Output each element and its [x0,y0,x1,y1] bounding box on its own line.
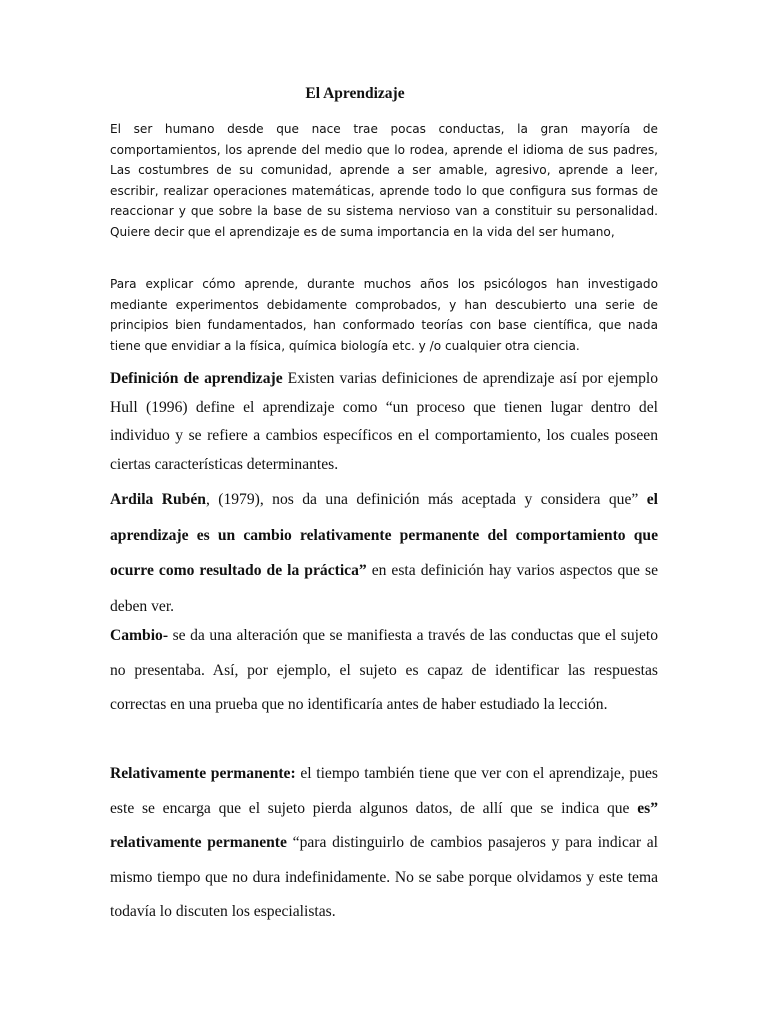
relativamente-heading: Relativamente permanente: [110,765,296,782]
ardila-quote: el aprendizaje es un cambio relativamente permanente del comportamiento que ocurre como resultado de la práctica” [110,491,658,579]
relativamente-bold: es” relativamente permanente [110,799,658,851]
paragraph-definition [110,365,658,479]
paragraph-cambio [110,619,658,723]
paragraph-ardila [110,482,658,624]
relativamente-text-end: “para distinguirlo de cambios pasajeros y para indicar al mismo tiempo que no dura indefinidamente. No se sabe porque olvidamos y este tema todavía lo discuten los especialistas. [110,834,658,920]
definition-text: Existen varias definiciones de aprendizaje así por ejemplo Hull (1996) define el aprendizaje como “un proceso que tienen lugar dentro del individuo y se refiere a cambios específicos en el comportamiento, los cuales poseen ciertas características determinantes. [110,370,658,473]
paragraph-psychologists: Para explicar cómo aprende, durante muchos años los psicólogos han investigado mediante experimentos debidamente comprobados, y han descubierto una serie de principios bien fundamentados, han conformado teorías con base científica, que nada tiene que envidiar a la física, química biología etc. y /o cualquier otra ciencia. [110,277,658,353]
paragraph-relativamente [110,757,658,930]
cambio-heading: Cambio- [110,627,169,644]
ardila-text: , (1979), nos da una definición más aceptada y considera que” [205,491,647,508]
author-name: Ardila Rubén [110,491,206,508]
paragraph-intro: El ser humano desde que nace trae pocas conductas, la gran mayoría de comportamientos, los aprende del medio que lo rodea, aprende el idioma de sus padres, Las costumbres de su comunidad, aprende a ser amable, agresivo, aprende a leer, escribir, realizar operaciones matemáticas, aprende todo lo que configura sus formas de reaccionar y que sobre la base de su sistema nervioso van a constituir su personalidad. Quiere decir que el aprendizaje es de suma importancia en la vida del ser humano, [110,122,658,239]
relativamente-text: el tiempo también tiene que ver con el aprendizaje, pues este se encarga que el sujeto pierda algunos datos, de allí que se indica que [110,765,658,817]
definition-heading: Definición de aprendizaje [110,370,283,387]
document-title: El Aprendizaje [305,85,405,102]
ardila-text-end: en esta definición hay varios aspectos que se deben ver. [110,562,658,615]
cambio-text: se da una alteración que se manifiesta a través de las conductas que el sujeto no presentaba. Así, por ejemplo, el sujeto es capaz de identificar las respuestas correctas en una prueba que no identificaría antes de haber estudiado la lección. [110,627,658,713]
